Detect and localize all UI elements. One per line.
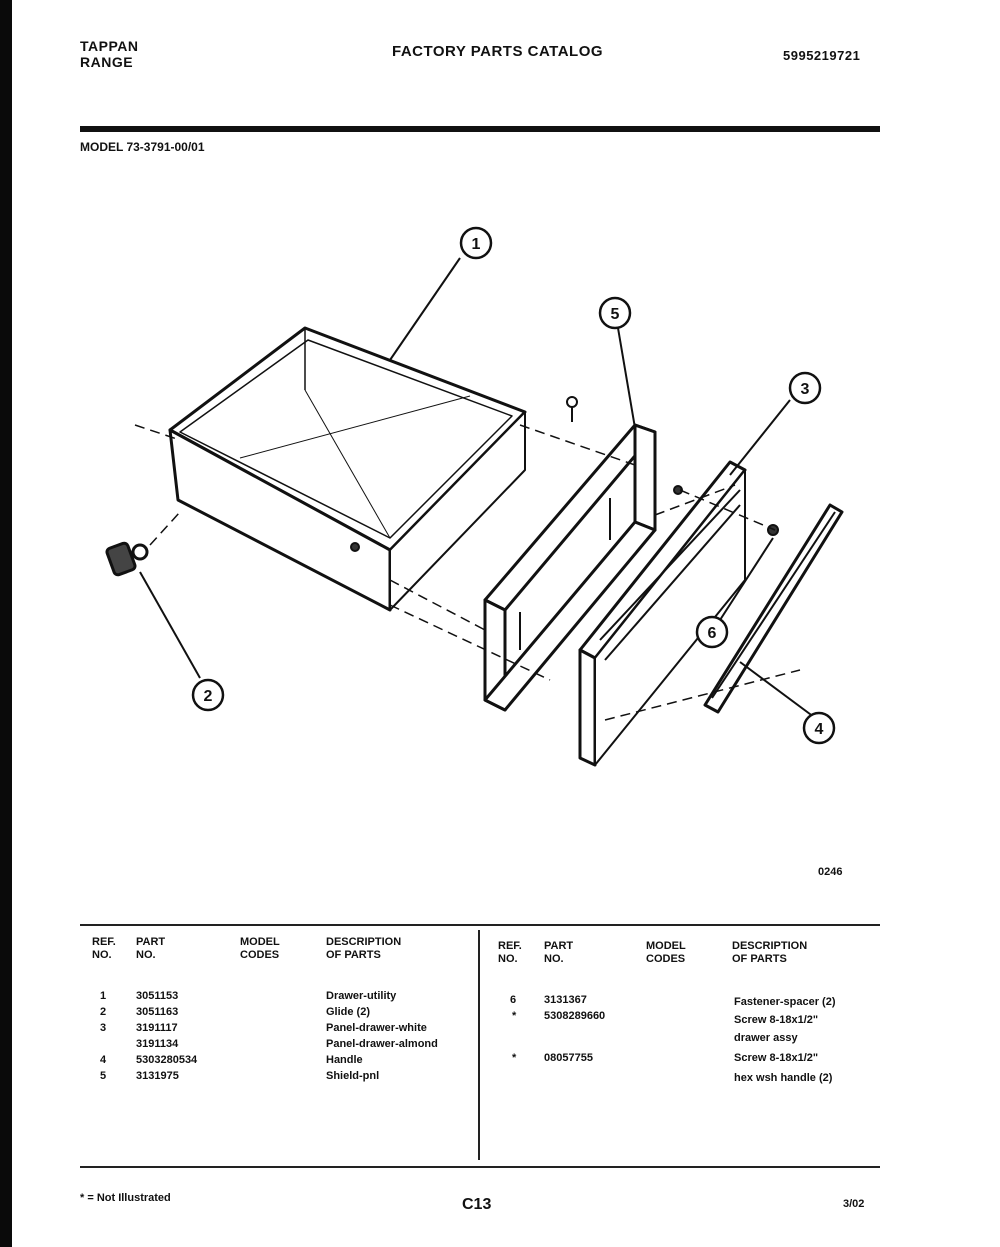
row-ref: 6 xyxy=(510,994,517,1006)
svg-text:3: 3 xyxy=(800,381,810,398)
row-desc: Panel-drawer-white xyxy=(326,1022,427,1034)
row-ref: 5 xyxy=(100,1070,107,1082)
callout-5 xyxy=(600,298,630,328)
header-rule xyxy=(80,126,880,132)
row-ref: * xyxy=(512,1052,517,1064)
row-desc: Glide (2) xyxy=(326,1006,371,1018)
row-part: 3131975 xyxy=(136,1070,179,1082)
row-desc: Shield-pnl xyxy=(326,1070,380,1082)
row-part: 3131367 xyxy=(544,994,587,1006)
header-part-no-right: PART NO. xyxy=(544,940,574,965)
row-ref: 1 xyxy=(100,990,107,1002)
row-desc: drawer assy xyxy=(734,1032,798,1044)
scan-edge-bar xyxy=(0,0,12,1247)
svg-text:2: 2 xyxy=(203,688,213,705)
glide-drawing xyxy=(106,542,147,576)
not-illustrated-note: * = Not Illustrated xyxy=(80,1192,171,1204)
row-part: 3051163 xyxy=(136,1006,179,1018)
table-bottom-rule xyxy=(80,1166,880,1168)
callout-1 xyxy=(461,228,491,258)
row-desc: Screw 8-18x1/2" xyxy=(734,1052,819,1064)
header-model-codes-left: MODEL CODES xyxy=(240,936,280,961)
brand-line-2: RANGE xyxy=(80,54,134,70)
drawer-utility-drawing xyxy=(170,328,525,610)
table-divider xyxy=(478,930,480,1160)
callout-2 xyxy=(193,680,223,710)
brand-line-1: TAPPAN xyxy=(80,38,139,54)
svg-text:5: 5 xyxy=(610,306,620,323)
row-ref: * xyxy=(512,1010,517,1022)
model-number: MODEL 73-3791-00/01 xyxy=(80,140,205,154)
callout-6 xyxy=(697,617,727,647)
svg-text:4: 4 xyxy=(814,721,824,738)
row-desc: Panel-drawer-almond xyxy=(326,1038,438,1050)
catalog-number: 5995219721 xyxy=(783,48,861,63)
row-part: 08057755 xyxy=(544,1052,593,1064)
row-part: 3051153 xyxy=(136,990,179,1002)
header-ref-no-left: REF. NO. xyxy=(92,936,116,961)
header-model-codes-right: MODEL CODES xyxy=(646,940,686,965)
brand-name xyxy=(80,38,138,70)
callout-3 xyxy=(790,373,820,403)
row-ref: 4 xyxy=(100,1054,107,1066)
row-part: 3191117 xyxy=(136,1022,178,1034)
header-description-left: DESCRIPTION OF PARTS xyxy=(326,936,402,961)
row-ref: 3 xyxy=(100,1022,107,1034)
row-desc: Drawer-utility xyxy=(326,990,397,1002)
table-top-rule xyxy=(80,924,880,926)
header-part-no-left: PART NO. xyxy=(136,936,166,961)
row-ref: 2 xyxy=(100,1006,107,1018)
svg-text:6: 6 xyxy=(707,625,717,642)
callout-4 xyxy=(804,713,834,743)
row-desc: Fastener-spacer (2) xyxy=(734,996,836,1008)
row-desc: hex wsh handle (2) xyxy=(734,1072,833,1084)
header-ref-no-right: REF. NO. xyxy=(498,940,522,965)
revision-date: 3/02 xyxy=(843,1198,865,1210)
svg-text:1: 1 xyxy=(471,236,481,253)
figure-code: 0246 xyxy=(818,866,843,878)
page-number: C13 xyxy=(462,1196,492,1213)
header-description-right: DESCRIPTION OF PARTS xyxy=(732,940,808,965)
drawer-panel-drawing xyxy=(580,462,745,765)
row-part: 3191134 xyxy=(136,1038,179,1050)
row-desc: Screw 8-18x1/2" xyxy=(734,1014,819,1026)
exploded-parts-diagram xyxy=(80,200,900,840)
row-desc: Handle xyxy=(326,1054,363,1066)
row-part: 5303280534 xyxy=(136,1054,198,1066)
catalog-title: FACTORY PARTS CATALOG xyxy=(392,43,604,60)
row-part: 5308289660 xyxy=(544,1010,606,1022)
